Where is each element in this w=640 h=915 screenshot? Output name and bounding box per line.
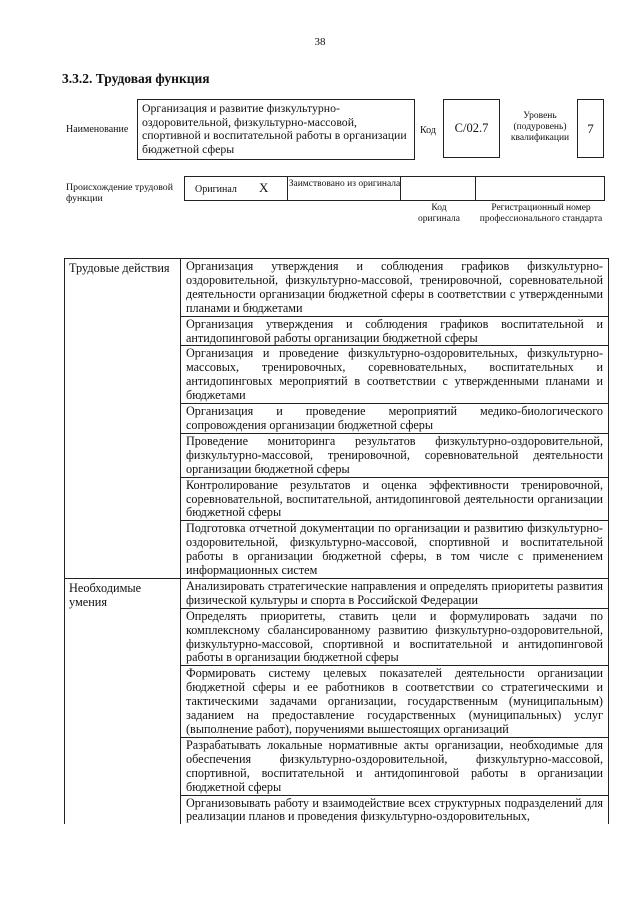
group-items — [181, 259, 609, 578]
table-group-required-skills — [65, 579, 609, 824]
group-label: Трудовые действия — [65, 259, 181, 578]
table-row: Организация утверждения и соблюдения графиков воспитательной и антидопинговой работы организации бюджетной сферы — [181, 317, 609, 347]
origin-borrowed-label: Заимствовано из оригинала — [288, 179, 401, 189]
origin-original-cell — [185, 177, 287, 200]
code-value-box — [443, 99, 500, 158]
page-number: 38 — [314, 36, 326, 48]
section-title: 3.3.2. Трудовая функция — [62, 71, 210, 86]
origin-reg-number-cell — [475, 177, 604, 200]
reg-number-label: Регистрационный номер профессионального стандарта — [479, 203, 603, 224]
origin-original-mark: X — [259, 180, 269, 195]
origin-row — [184, 176, 605, 201]
table-row: Определять приоритеты, ставить цели и формулировать задачи по комплексному сбалансированному развитию физкультурно-оздоровительной, физкультурно-массовой, спортивной и воспитательной и антидопинговой работы в организации бюджетной сферы — [181, 609, 609, 667]
table-group-labor-actions — [65, 259, 609, 579]
table-row: Разрабатывать локальные нормативные акты организации, необходимые для обеспечения физкультурно-оздоровительной, физкультурно-массовой, спортивной, воспитательной и антидопинговой работы в организации бюджетной сферы — [181, 738, 609, 796]
code-label: Код — [420, 125, 436, 136]
function-name-text: Организация и развитие физкультурно-оздоровительной, физкультурно-массовой, спортивной и воспитательной работы в организации бюджетной сферы — [142, 101, 407, 156]
table-row: Организация утверждения и соблюдения графиков физкультурно-оздоровительной, физкультурно-массовой, тренировочной, соревновательной деятельности организации бюджетной сферы в соответствии с утвержденными планами и бюджетами — [181, 259, 609, 317]
table-row: Анализировать стратегические направления и определять приоритеты развития физической культуры и спорта в Российской Федерации — [181, 579, 609, 609]
qualification-level-label: Уровень (подуровень) квалификации — [510, 111, 570, 143]
code-value: C/02.7 — [454, 121, 489, 135]
functions-table — [64, 258, 609, 824]
table-row: Организация и проведение физкультурно-оздоровительных, физкультурно-массовых, тренировочных, соревновательных, воспитательных и антидопинговых мероприятий в соответствии с утвержденными планами и бюджетами — [181, 346, 609, 404]
table-row: Подготовка отчетной документации по организации и развитию физкультурно-оздоровительной, физкультурно-массовой, спортивной и воспитательной работы в организации бюджетной сферы, в том числе с применением информационных систем — [181, 521, 609, 578]
code-original-label: Код оригинала — [418, 203, 460, 224]
qualification-level-value: 7 — [587, 120, 594, 136]
origin-borrowed-cell — [287, 177, 400, 200]
table-row: Организация и проведение мероприятий медико-биологического сопровождения организации бюджетной сферы — [181, 404, 609, 434]
table-row: Контролирование результатов и оценка эффективности тренировочной, соревновательной, воспитательной, антидопинговой деятельности организации бюджетной сферы — [181, 478, 609, 522]
qualification-level-box — [577, 99, 604, 158]
table-row: Проведение мониторинга результатов физкультурно-оздоровительной, физкультурно-массовой, тренировочной, соревновательной деятельности организации бюджетной сферы — [181, 434, 609, 478]
table-row: Формировать систему целевых показателей деятельности организации бюджетной сферы и ее работников в соответствии со стратегическими и тактическими задачами организации, государственным (муниципальным) заданием на предоставление государственных (муниципальных) услуг (выполнение работ), поручениями вышестоящих организаций — [181, 666, 609, 738]
function-name-box — [137, 99, 415, 160]
group-label: Необходимые умения — [65, 579, 181, 824]
group-items — [181, 579, 609, 824]
origin-label: Происхождение трудовой функции — [66, 182, 173, 204]
table-row: Организовывать работу и взаимодействие всех структурных подразделений для реализации планов и проведения физкультурно-оздоровительных, — [181, 796, 609, 825]
origin-original-label: Оригинал — [195, 184, 237, 195]
origin-code-cell — [400, 177, 475, 200]
function-name-label: Наименование — [66, 124, 129, 135]
